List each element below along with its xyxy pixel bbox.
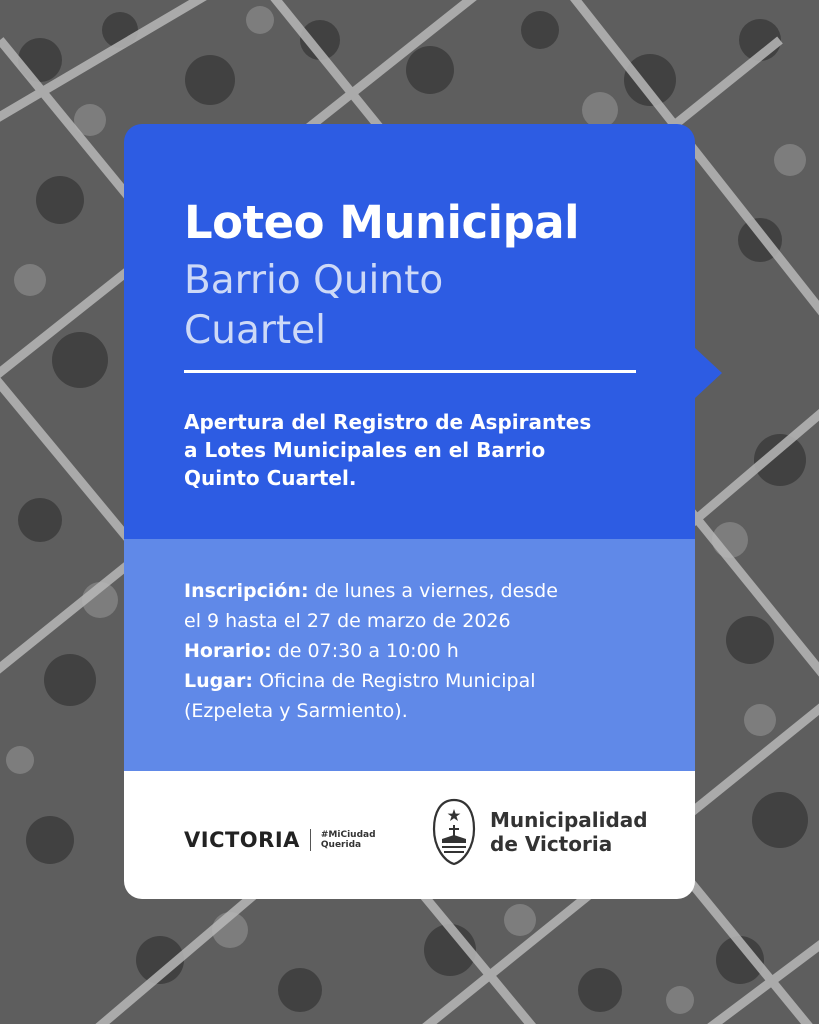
page-title: Loteo Municipal [184, 196, 580, 249]
hashtag-line: #MiCiudad [320, 830, 376, 840]
municipality-logo [430, 797, 648, 867]
inscripcion-value: de lunes a viernes, desde [314, 580, 558, 602]
card-pointer [694, 347, 722, 399]
lugar-line-2: (Ezpeleta y Sarmiento). [184, 700, 408, 722]
inscripcion-label: Inscripción: [184, 580, 309, 602]
lugar-label: Lugar: [184, 670, 254, 692]
intro-text [184, 408, 654, 492]
municipal-crest-icon [430, 797, 478, 867]
page-subtitle [184, 256, 654, 356]
lugar-line [184, 666, 664, 696]
brand-separator [310, 829, 311, 851]
inscripcion-line-2: el 9 hasta el 27 de marzo de 2026 [184, 610, 511, 632]
brand-wordmark: VICTORIA [184, 828, 300, 852]
intro-line: Quinto Cuartel. [184, 466, 357, 490]
info-card [124, 124, 695, 899]
inscripcion-line [184, 576, 664, 606]
horario-value: de 07:30 a 10:00 h [277, 640, 459, 662]
hashtag-line: Querida [320, 840, 362, 850]
intro-line: a Lotes Municipales en el Barrio [184, 438, 546, 462]
victoria-brand-logo [184, 824, 376, 856]
divider [184, 370, 636, 373]
municipality-name-line: Municipalidad [490, 808, 648, 832]
horario-label: Horario: [184, 640, 272, 662]
subtitle-line: Cuartel [184, 308, 327, 353]
card-header-section [124, 124, 695, 539]
subtitle-line: Barrio Quinto [184, 258, 444, 303]
details-text [184, 576, 664, 726]
horario-line [184, 636, 664, 666]
lugar-value: Oficina de Registro Municipal [259, 670, 536, 692]
municipality-name [490, 808, 648, 856]
municipality-name-line: de Victoria [490, 832, 613, 856]
intro-line: Apertura del Registro de Aspirantes [184, 410, 592, 434]
brand-hashtag [321, 830, 376, 850]
